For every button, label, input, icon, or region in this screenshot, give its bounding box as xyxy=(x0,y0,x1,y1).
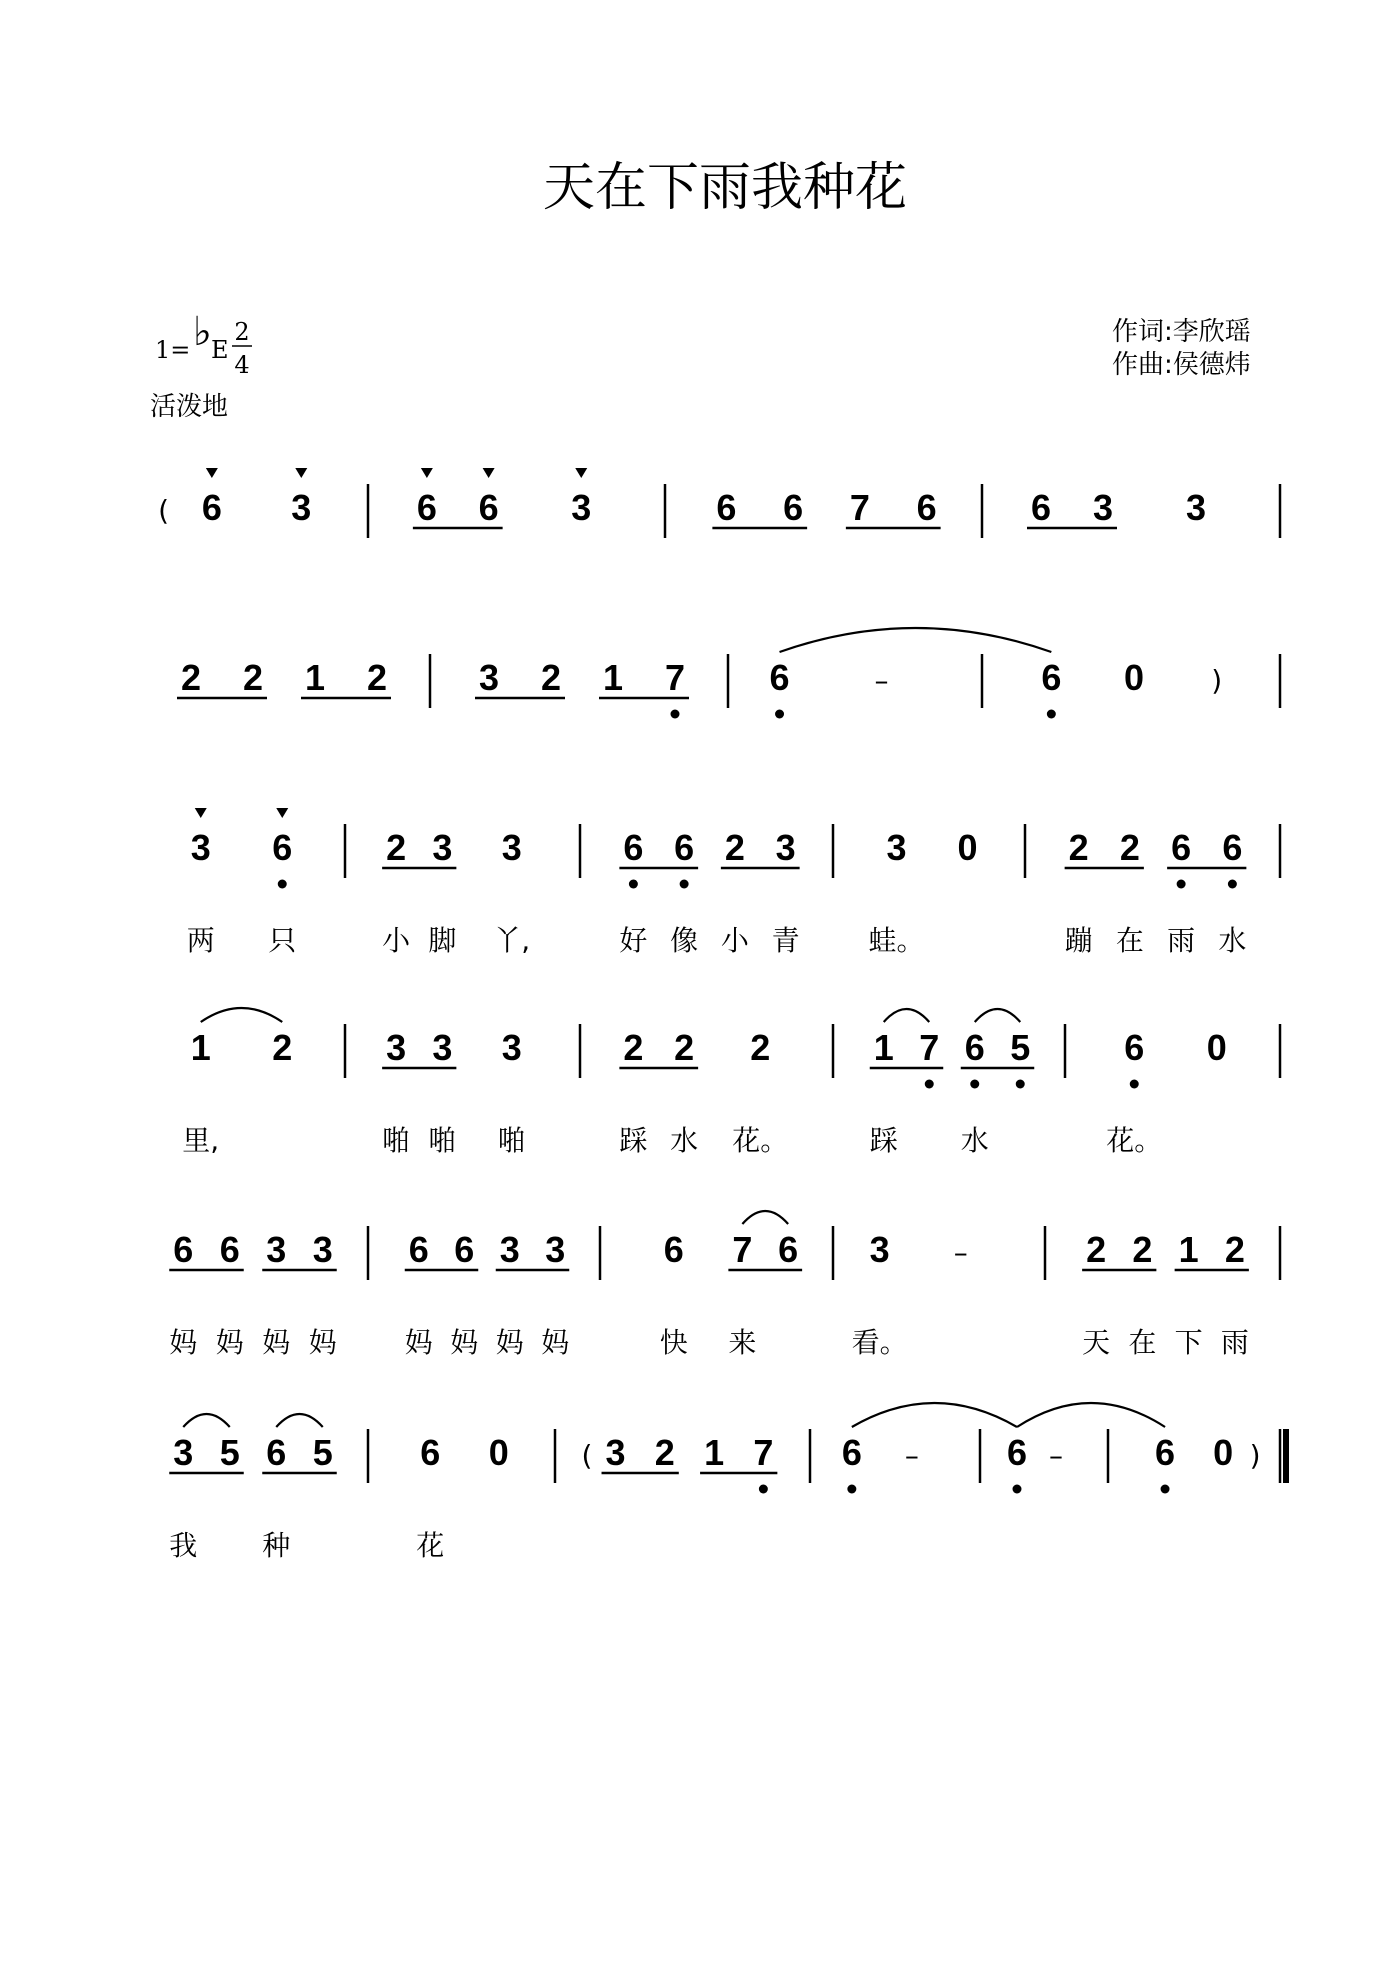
note-digit: 2 xyxy=(180,657,202,698)
note-digit: 0 xyxy=(1123,657,1145,698)
lyric-syllable: 我 xyxy=(169,1529,198,1562)
bracket-mark: – xyxy=(904,1439,919,1472)
lyric-syllable: 蹦 xyxy=(1064,924,1093,957)
lyric-syllable: 蛙。 xyxy=(868,924,925,957)
lyric-syllable: 雨 xyxy=(1167,924,1196,957)
low-octave-dot xyxy=(775,710,784,719)
note-digit: 0 xyxy=(488,1432,509,1473)
system-5 xyxy=(169,1211,1280,1359)
lyric-syllable: 啪 xyxy=(382,1124,411,1157)
flat-sign: ♭ xyxy=(193,309,212,355)
tie-slur xyxy=(852,1403,1017,1427)
note-digit: 6 xyxy=(266,1432,287,1473)
note-digit: 3 xyxy=(499,1229,520,1270)
lyric-syllable: 青 xyxy=(771,924,800,957)
lyric-syllable: 下 xyxy=(1174,1326,1203,1359)
note-digit: 3 xyxy=(432,827,453,868)
lyric-syllable: 水 xyxy=(960,1124,989,1157)
note-digit: 5 xyxy=(219,1432,240,1473)
note-digit: 6 xyxy=(964,1027,985,1068)
lyric-syllable: 啪 xyxy=(497,1124,526,1157)
tie-slur xyxy=(975,1009,1021,1022)
note-digit: 3 xyxy=(1185,487,1207,528)
note-digit: 0 xyxy=(1213,1432,1234,1473)
bracket-mark: ( xyxy=(581,1439,593,1472)
note-digit: 6 xyxy=(416,487,437,528)
note-digit: 3 xyxy=(190,827,211,868)
note-digit: 3 xyxy=(886,827,907,868)
low-octave-dot xyxy=(671,710,680,719)
note-digit: 7 xyxy=(753,1432,774,1473)
note-digit: 2 xyxy=(1068,827,1089,868)
note-digit: 2 xyxy=(242,657,264,698)
lyric-syllable: 小 xyxy=(382,924,411,957)
note-digit: 6 xyxy=(674,827,695,868)
note-digit: 3 xyxy=(173,1432,194,1473)
note-digit: 6 xyxy=(1030,487,1052,528)
note-digit: 3 xyxy=(386,1027,407,1068)
bracket-mark: ( xyxy=(158,494,170,527)
lyric-syllable: 妈 xyxy=(541,1326,570,1359)
note-digit: 6 xyxy=(841,1432,862,1473)
note-digit: 6 xyxy=(783,487,804,528)
note-digit: 1 xyxy=(190,1027,211,1068)
note-digit: 3 xyxy=(869,1229,890,1270)
lyric-syllable: 雨 xyxy=(1220,1326,1249,1359)
lyric-syllable: 妈 xyxy=(262,1326,291,1359)
note-digit: 2 xyxy=(750,1027,771,1068)
low-octave-dot xyxy=(1047,710,1056,719)
note-digit: 0 xyxy=(1206,1027,1227,1068)
lyric-syllable: 种 xyxy=(262,1529,291,1562)
note-digit: 6 xyxy=(478,487,499,528)
lyric-syllable: 踩 xyxy=(869,1124,898,1157)
lyric-syllable: 妈 xyxy=(169,1326,198,1359)
note-digit: 6 xyxy=(916,487,937,528)
note-digit: 1 xyxy=(602,657,624,698)
lyric-syllable: 妈 xyxy=(495,1326,524,1359)
note-digit: 3 xyxy=(266,1229,287,1270)
lyric-syllable: 在 xyxy=(1128,1326,1157,1359)
staccato-mark xyxy=(195,808,207,818)
note-digit: 7 xyxy=(849,487,870,528)
note-digit: 6 xyxy=(201,487,222,528)
note-digit: 6 xyxy=(173,1229,194,1270)
note-digit: 2 xyxy=(1224,1229,1245,1270)
bracket-mark: – xyxy=(953,1236,968,1269)
staccato-mark xyxy=(276,808,288,818)
note-digit: 2 xyxy=(386,827,407,868)
note-digit: 3 xyxy=(291,487,312,528)
lyric-syllable: 踩 xyxy=(619,1124,648,1157)
system-4 xyxy=(182,1008,1280,1157)
lyric-syllable: 妈 xyxy=(308,1326,337,1359)
tie-slur xyxy=(780,628,1052,652)
staccato-mark xyxy=(206,468,218,478)
note-digit: 3 xyxy=(571,487,592,528)
note-digit: 6 xyxy=(408,1229,429,1270)
tempo-marking: 活泼地 xyxy=(150,392,229,422)
tie-slur xyxy=(276,1414,323,1427)
note-digit: 1 xyxy=(1178,1229,1199,1270)
note-digit: 6 xyxy=(420,1432,441,1473)
low-octave-dot xyxy=(970,1080,979,1089)
note-digit: 2 xyxy=(674,1027,695,1068)
note-digit: 1 xyxy=(873,1027,894,1068)
tie-slur xyxy=(1017,1403,1165,1427)
lyric-syllable: 花。 xyxy=(732,1124,789,1157)
note-digit: 7 xyxy=(732,1229,753,1270)
lyric-syllable: 花。 xyxy=(1106,1124,1163,1157)
key-prefix: 1= xyxy=(155,336,191,364)
low-octave-dot xyxy=(278,880,287,889)
lyric-syllable: 水 xyxy=(670,1124,699,1157)
bracket-mark: – xyxy=(874,664,889,697)
low-octave-dot xyxy=(1013,1485,1022,1494)
tie-slur xyxy=(201,1008,283,1022)
lyric-syllable: 小 xyxy=(720,924,749,957)
low-octave-dot xyxy=(1161,1485,1170,1494)
note-digit: 3 xyxy=(501,1027,522,1068)
lyric-syllable: 妈 xyxy=(215,1326,244,1359)
note-digit: 6 xyxy=(663,1229,684,1270)
staccato-mark xyxy=(421,468,433,478)
note-digit: 6 xyxy=(716,487,737,528)
low-octave-dot xyxy=(1228,880,1237,889)
note-digit: 3 xyxy=(432,1027,453,1068)
lyric-syllable: 只 xyxy=(268,924,297,957)
low-octave-dot xyxy=(1130,1080,1139,1089)
lyric-syllable: 妈 xyxy=(450,1326,479,1359)
note-digit: 6 xyxy=(1171,827,1192,868)
note-digit: 5 xyxy=(312,1432,333,1473)
note-digit: 5 xyxy=(1010,1027,1031,1068)
lyric-syllable: 丫, xyxy=(493,924,531,957)
low-octave-dot xyxy=(680,880,689,889)
key-letter: E xyxy=(211,336,229,364)
note-digit: 2 xyxy=(1132,1229,1153,1270)
note-digit: 6 xyxy=(1124,1027,1145,1068)
bracket-mark: – xyxy=(1049,1439,1063,1472)
low-octave-dot xyxy=(629,880,638,889)
lyric-syllable: 像 xyxy=(670,924,699,957)
time-beats: 2 xyxy=(234,318,250,346)
low-octave-dot xyxy=(1177,880,1186,889)
composer-credit: 作曲:侯德炜 xyxy=(1112,350,1251,380)
tie-slur xyxy=(183,1414,230,1427)
note-digit: 2 xyxy=(366,657,388,698)
note-digit: 6 xyxy=(778,1229,799,1270)
lyric-syllable: 天 xyxy=(1082,1326,1111,1359)
note-digit: 2 xyxy=(540,657,562,698)
lyric-syllable: 两 xyxy=(186,924,215,957)
note-digit: 3 xyxy=(775,827,796,868)
music-systems xyxy=(158,468,1286,1562)
system-1 xyxy=(158,468,1280,538)
lyric-syllable: 水 xyxy=(1218,924,1247,957)
note-digit: 6 xyxy=(1222,827,1243,868)
tie-slur xyxy=(884,1009,930,1022)
lyric-syllable: 啪 xyxy=(428,1124,457,1157)
lyric-syllable: 妈 xyxy=(404,1326,433,1359)
lyric-syllable: 看。 xyxy=(851,1326,908,1359)
note-digit: 2 xyxy=(272,1027,293,1068)
lyric-syllable: 来 xyxy=(728,1326,757,1359)
note-digit: 6 xyxy=(454,1229,475,1270)
note-digit: 3 xyxy=(605,1432,626,1473)
note-digit: 6 xyxy=(219,1229,240,1270)
low-octave-dot xyxy=(759,1485,768,1494)
song-title: 天在下雨我种花 xyxy=(542,158,908,218)
bracket-mark: ) xyxy=(1249,1439,1261,1472)
note-digit: 1 xyxy=(304,657,326,698)
staccato-mark xyxy=(295,468,307,478)
note-digit: 6 xyxy=(769,657,790,698)
note-digit: 0 xyxy=(957,827,978,868)
note-digit: 2 xyxy=(724,827,745,868)
low-octave-dot xyxy=(1016,1080,1025,1089)
note-digit: 3 xyxy=(478,657,500,698)
system-3 xyxy=(187,808,1280,957)
staccato-mark xyxy=(483,468,495,478)
bracket-mark: ) xyxy=(1211,664,1223,697)
key-signature xyxy=(155,309,252,379)
tie-slur xyxy=(742,1211,788,1224)
note-digit: 6 xyxy=(1006,1432,1028,1473)
lyric-syllable: 快 xyxy=(659,1326,688,1359)
lyricist-credit: 作词:李欣瑶 xyxy=(1112,317,1251,347)
note-digit: 6 xyxy=(1041,657,1062,698)
note-digit: 3 xyxy=(501,827,522,868)
system-2 xyxy=(177,628,1280,719)
lyric-syllable: 好 xyxy=(619,924,648,957)
lyric-syllable: 脚 xyxy=(428,924,457,957)
low-octave-dot xyxy=(925,1080,934,1089)
system-6 xyxy=(169,1403,1286,1562)
note-digit: 7 xyxy=(919,1027,940,1068)
note-digit: 2 xyxy=(1119,827,1140,868)
note-digit: 2 xyxy=(623,1027,644,1068)
lyric-syllable: 里, xyxy=(182,1124,220,1157)
note-digit: 2 xyxy=(654,1432,675,1473)
note-digit: 3 xyxy=(312,1229,333,1270)
low-octave-dot xyxy=(847,1485,856,1494)
note-digit: 2 xyxy=(1086,1229,1107,1270)
note-digit: 3 xyxy=(1092,487,1114,528)
note-digit: 1 xyxy=(704,1432,725,1473)
note-digit: 3 xyxy=(545,1229,566,1270)
note-digit: 7 xyxy=(664,657,686,698)
lyric-syllable: 花 xyxy=(416,1529,445,1562)
note-digit: 6 xyxy=(272,827,293,868)
time-unit: 4 xyxy=(234,351,250,379)
note-digit: 6 xyxy=(623,827,644,868)
note-digit: 6 xyxy=(1155,1432,1176,1473)
lyric-syllable: 在 xyxy=(1115,924,1144,957)
staccato-mark xyxy=(575,468,587,478)
